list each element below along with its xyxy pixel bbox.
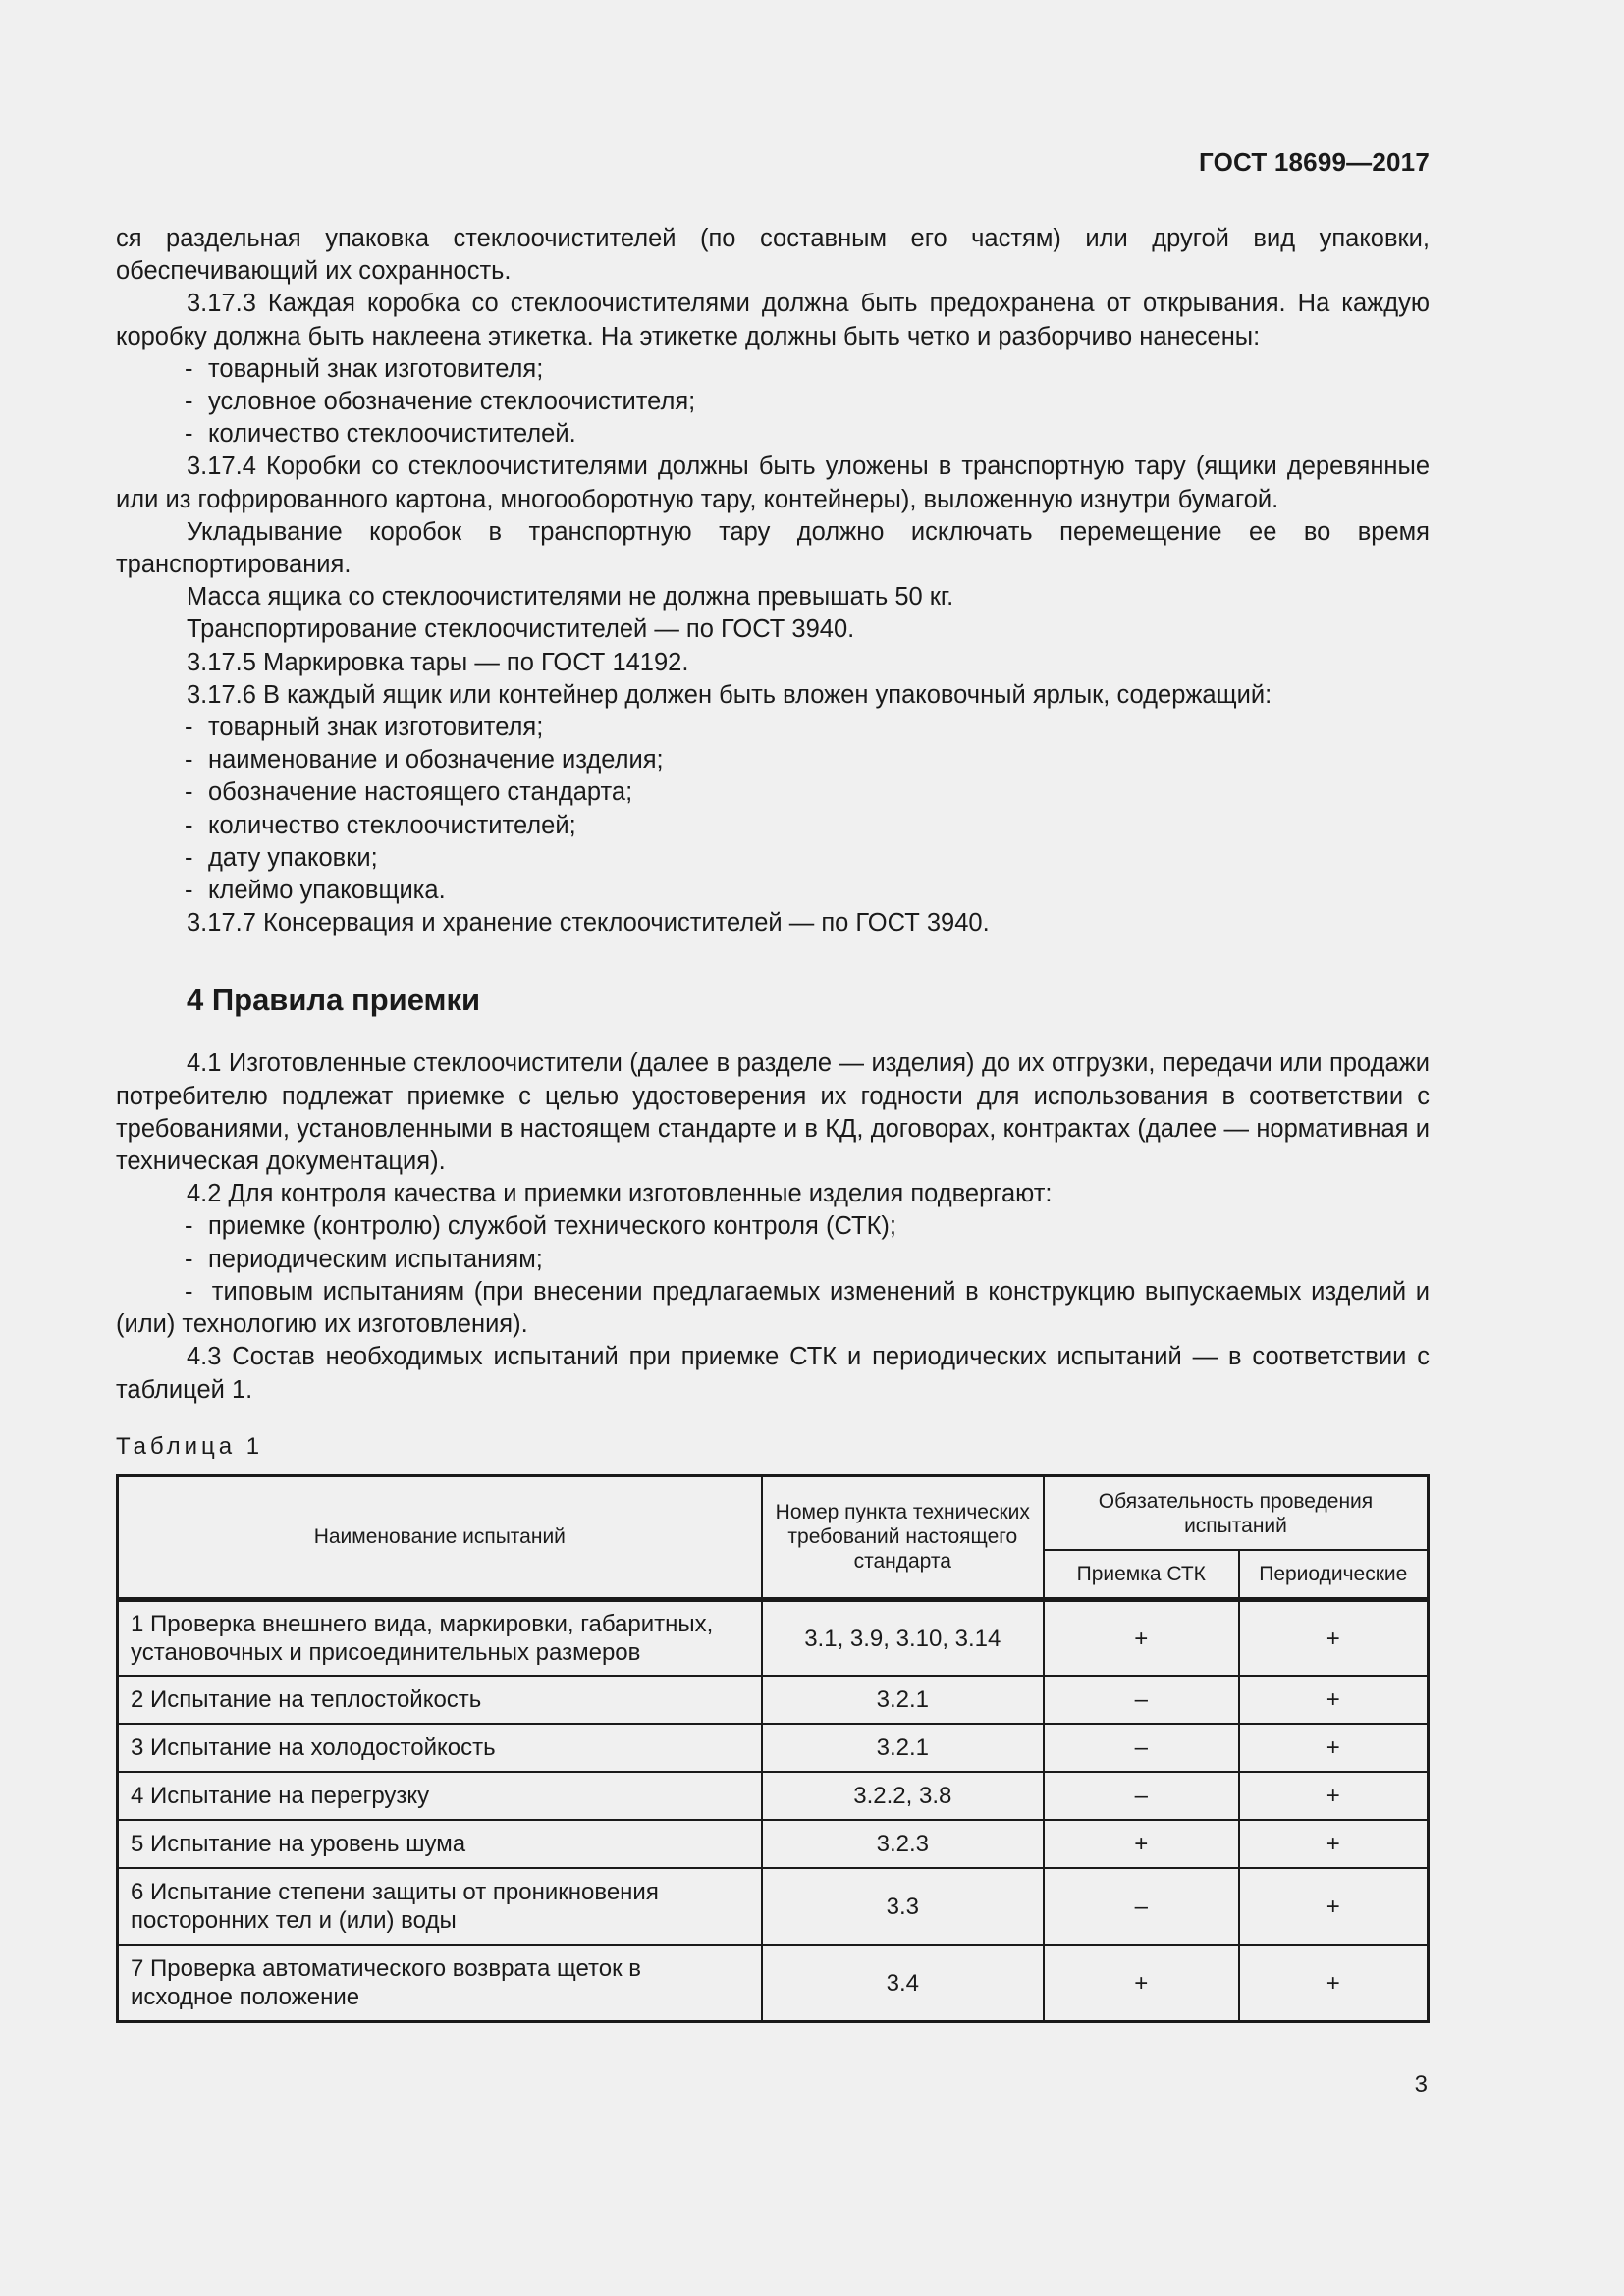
list-item: - приемке (контролю) службой технического контроля (СТК); xyxy=(185,1212,897,1241)
list-item: - дату упаковки; xyxy=(185,843,378,872)
table-caption: Таблица 1 xyxy=(116,1432,264,1460)
table-row xyxy=(118,1599,1429,1676)
list-item: - обозначение настоящего стандарта; xyxy=(185,778,633,807)
list-item: - клеймо упаковщика. xyxy=(185,877,446,905)
table-row xyxy=(118,1945,1429,2021)
page-content xyxy=(116,223,1430,2023)
cell-test-name: 3 Испытание на холодостойкость xyxy=(118,1724,762,1772)
document-header: ГОСТ 18699—2017 xyxy=(1199,147,1430,177)
list-item: - наименование и обозначение изделия; xyxy=(185,746,664,774)
table-row xyxy=(118,1724,1429,1772)
list-item: - количество стеклоочистителей. xyxy=(185,420,576,449)
cell-periodic: + xyxy=(1239,1599,1429,1676)
cell-periodic: + xyxy=(1239,1772,1429,1820)
cell-clause: 3.4 xyxy=(762,1945,1044,2021)
paragraph-stacking: Укладывание коробок в транспортную тару должно исключать перемещение ее во время транспортирования. xyxy=(116,517,1430,579)
cell-test-name: 6 Испытание степени защиты от проникновения посторонних тел и (или) воды xyxy=(118,1868,762,1945)
paragraph-transport: Транспортирование стеклоочистителей — по ГОСТ 3940. xyxy=(187,615,855,644)
list-item: - условное обозначение стеклоочистителя; xyxy=(185,388,696,416)
cell-clause: 3.2.1 xyxy=(762,1676,1044,1724)
list-item: - товарный знак изготовителя; xyxy=(185,714,544,742)
table-row xyxy=(118,1676,1429,1724)
cell-stk: + xyxy=(1044,1945,1239,2021)
paragraph-mass: Масса ящика со стеклоочистителями не должна превышать 50 кг. xyxy=(187,583,954,612)
section-heading: 4 Правила приемки xyxy=(187,983,481,1018)
list-item: - периодическим испытаниям; xyxy=(185,1245,543,1273)
cell-stk: + xyxy=(1044,1820,1239,1868)
cell-stk: – xyxy=(1044,1676,1239,1724)
list-item: - количество стеклоочистителей; xyxy=(185,811,576,839)
paragraph-3-17-5: 3.17.5 Маркировка тары — по ГОСТ 14192. xyxy=(187,648,689,676)
cell-test-name: 7 Проверка автоматического возврата щеток в исходное положение xyxy=(118,1945,762,2021)
header-clause-number: Номер пункта технических требований настоящего стандарта xyxy=(762,1475,1044,1599)
list-item: - типовым испытаниям (при внесении предлагаемых изменений в конструкцию выпускаемых изделий и (или) технологию их изготовления). xyxy=(116,1277,1430,1339)
paragraph-4-3: 4.3 Состав необходимых испытаний при приемке СТК и периодических испытаний — в соответствии с таблицей 1. xyxy=(116,1343,1430,1404)
cell-test-name: 5 Испытание на уровень шума xyxy=(118,1820,762,1868)
cell-stk: – xyxy=(1044,1772,1239,1820)
paragraph-3-17-4: 3.17.4 Коробки со стеклоочистителями должны быть уложены в транспортную тару (ящики деревянные или из гофрированного картона, многооборотную тару, контейнеры), выложенную изнутри бумагой. xyxy=(116,453,1430,513)
paragraph-4-1: 4.1 Изготовленные стеклоочистители (далее в разделе — изделия) до их отгрузки, передачи или продажи потребителю подлежат приемке с целью удостоверения их годности для использования в соответствии с требованиями, установленными в настоящем стандарте и в КД, договорах, контрактах (далее — нормативная и техническая документация). xyxy=(116,1049,1430,1176)
cell-periodic: + xyxy=(1239,1724,1429,1772)
paragraph-3-17-6: 3.17.6 В каждый ящик или контейнер должен быть вложен упаковочный ярлык, содержащий: xyxy=(187,680,1272,709)
cell-clause: 3.2.1 xyxy=(762,1724,1044,1772)
page-number: 3 xyxy=(1414,2071,1428,2098)
header-mandatory: Обязательность проведения испытаний xyxy=(1044,1475,1429,1550)
table-row xyxy=(118,1772,1429,1820)
header-stk-acceptance: Приемка СТК xyxy=(1044,1550,1239,1599)
cell-periodic: + xyxy=(1239,1676,1429,1724)
cell-test-name: 1 Проверка внешнего вида, маркировки, габаритных, установочных и присоединительных размеров xyxy=(118,1599,762,1676)
header-periodic: Периодические xyxy=(1239,1550,1429,1599)
list-item: - товарный знак изготовителя; xyxy=(185,354,544,383)
cell-periodic: + xyxy=(1239,1868,1429,1945)
cell-stk: – xyxy=(1044,1724,1239,1772)
cell-test-name: 4 Испытание на перегрузку xyxy=(118,1772,762,1820)
cell-clause: 3.3 xyxy=(762,1868,1044,1945)
cell-clause: 3.2.2, 3.8 xyxy=(762,1772,1044,1820)
cell-test-name: 2 Испытание на теплостойкость xyxy=(118,1676,762,1724)
table-row xyxy=(118,1820,1429,1868)
paragraph-3-17-7: 3.17.7 Консервация и хранение стеклоочистителей — по ГОСТ 3940. xyxy=(187,909,990,937)
tests-table xyxy=(116,1474,1430,2023)
header-test-name: Наименование испытаний xyxy=(118,1475,762,1599)
cell-periodic: + xyxy=(1239,1945,1429,2021)
paragraph-4-2: 4.2 Для контроля качества и приемки изготовленные изделия подвергают: xyxy=(187,1180,1053,1208)
paragraph-3-17-3: 3.17.3 Каждая коробка со стеклоочистителями должна быть предохранена от открывания. На каждую коробку должна быть наклеена этикетка. На этикетке должны быть четко и разборчиво нанесены: xyxy=(116,290,1430,350)
cell-clause: 3.1, 3.9, 3.10, 3.14 xyxy=(762,1599,1044,1676)
table-row xyxy=(118,1868,1429,1945)
cell-stk: + xyxy=(1044,1599,1239,1676)
cell-clause: 3.2.3 xyxy=(762,1820,1044,1868)
cell-stk: – xyxy=(1044,1868,1239,1945)
paragraph-continuation: ся раздельная упаковка стеклоочистителей (по составным его частям) или другой вид упаковки, обеспечивающий их сохранность. xyxy=(116,225,1430,286)
cell-periodic: + xyxy=(1239,1820,1429,1868)
